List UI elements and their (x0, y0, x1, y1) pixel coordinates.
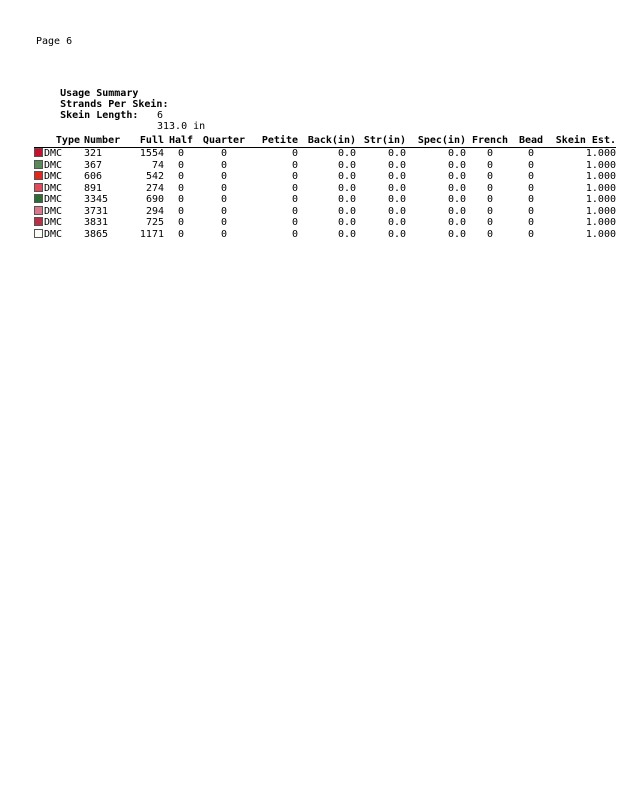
type-text: DMC (44, 171, 63, 182)
color-swatch (34, 183, 43, 192)
cell-number: 891 (84, 182, 103, 194)
cell-skein: 1.000 (585, 194, 616, 205)
cell-skein: 1.000 (585, 182, 616, 194)
cell-quarter: 0 (220, 148, 228, 159)
cell-full: 690 (145, 194, 164, 205)
summary-title-row (36, 77, 168, 99)
cell-back: 0.0 (337, 205, 356, 217)
table-row (34, 194, 616, 206)
cell-type (34, 194, 82, 206)
cell-str: 0.0 (387, 205, 406, 217)
cell-full: 725 (145, 217, 164, 228)
cell-str: 0.0 (387, 159, 406, 171)
cell-skein: 1.000 (585, 159, 616, 171)
cell-petite: 0 (291, 194, 298, 205)
cell-full: 274 (145, 182, 164, 194)
cell-number: 3831 (84, 217, 109, 228)
cell-skein: 1.000 (585, 228, 616, 240)
cell-back: 0.0 (337, 217, 356, 228)
cell-spec: 0.0 (447, 148, 466, 159)
cell-bead: 0 (527, 148, 535, 159)
cell-spec: 0.0 (447, 182, 466, 194)
cell-full: 74 (151, 159, 164, 171)
cell-bead: 0 (527, 159, 535, 171)
cell-str: 0.0 (387, 148, 406, 159)
usage-table (34, 135, 616, 240)
cell-type (34, 206, 82, 218)
cell-number: 606 (84, 171, 103, 182)
cell-half: 0 (177, 205, 185, 217)
cell-bead: 0 (527, 182, 535, 194)
type-text: DMC (44, 182, 63, 194)
cell-spec: 0.0 (447, 205, 466, 217)
cell-type (34, 148, 82, 160)
cell-type (34, 160, 82, 172)
cell-spec: 0.0 (447, 217, 466, 228)
cell-spec: 0.0 (447, 194, 466, 205)
cell-bead: 0 (527, 217, 535, 228)
cell-str: 0.0 (387, 171, 406, 182)
cell-str: 0.0 (387, 217, 406, 228)
cell-bead: 0 (527, 194, 535, 205)
color-swatch (34, 148, 43, 157)
cell-half: 0 (177, 182, 185, 194)
cell-petite: 0 (291, 148, 298, 159)
cell-skein: 1.000 (585, 171, 616, 182)
table-row (34, 206, 616, 218)
cell-petite: 0 (291, 171, 298, 182)
cell-back: 0.0 (337, 171, 356, 182)
cell-full: 294 (145, 205, 164, 217)
cell-quarter: 0 (220, 194, 228, 205)
cell-half: 0 (177, 171, 185, 182)
cell-number: 321 (84, 148, 103, 159)
cell-skein: 1.000 (585, 217, 616, 228)
strands-label: Strands Per Skein: (60, 99, 169, 110)
table-row (34, 217, 616, 229)
cell-bead: 0 (527, 228, 535, 240)
cell-number: 367 (84, 159, 103, 171)
type-text: DMC (44, 148, 63, 159)
cell-number: 3731 (84, 205, 109, 217)
cell-french: 0 (486, 182, 494, 194)
cell-half: 0 (177, 148, 185, 159)
cell-back: 0.0 (337, 182, 356, 194)
cell-type (34, 217, 82, 229)
cell-quarter: 0 (220, 205, 228, 217)
cell-full: 1171 (139, 228, 164, 240)
color-swatch (34, 206, 43, 215)
cell-spec: 0.0 (447, 228, 466, 240)
cell-petite: 0 (291, 182, 298, 194)
cell-type (34, 229, 82, 241)
cell-spec: 0.0 (447, 159, 466, 171)
cell-str: 0.0 (387, 182, 406, 194)
header-quarter: Quarter (198, 135, 250, 148)
cell-half: 0 (177, 194, 185, 205)
cell-half: 0 (177, 228, 185, 240)
color-swatch (34, 160, 43, 169)
cell-french: 0 (486, 148, 494, 159)
length-label: Skein Length: (60, 110, 139, 121)
header-half: Half (164, 135, 198, 148)
type-text: DMC (44, 217, 63, 228)
page-label: Page 6 (36, 36, 73, 47)
length-value: 313.0 in (157, 121, 206, 132)
header-petite: Petite (250, 135, 298, 148)
cell-quarter: 0 (220, 159, 228, 171)
table-row (34, 160, 616, 172)
cell-bead: 0 (527, 171, 535, 182)
color-swatch (34, 217, 43, 226)
cell-number: 3345 (84, 194, 109, 205)
cell-type (34, 171, 82, 183)
cell-skein: 1.000 (585, 205, 616, 217)
cell-french: 0 (486, 205, 494, 217)
cell-quarter: 0 (220, 182, 228, 194)
cell-french: 0 (486, 171, 494, 182)
cell-str: 0.0 (387, 228, 406, 240)
header-number: Number (82, 135, 124, 148)
cell-spec: 0.0 (447, 171, 466, 182)
header-str: Str(in) (356, 135, 406, 148)
cell-french: 0 (486, 194, 494, 205)
header-bead: Bead (514, 135, 548, 148)
header-french: French (466, 135, 514, 148)
type-text: DMC (44, 228, 63, 240)
table-row (34, 171, 616, 183)
header-type: Type (34, 135, 82, 148)
cell-back: 0.0 (337, 148, 356, 159)
table-row (34, 183, 616, 195)
cell-french: 0 (486, 228, 494, 240)
color-swatch (34, 229, 43, 238)
cell-quarter: 0 (220, 228, 228, 240)
cell-half: 0 (177, 159, 185, 171)
header-full: Full (124, 135, 164, 148)
cell-french: 0 (486, 159, 494, 171)
cell-back: 0.0 (337, 159, 356, 171)
summary-title: Usage Summary (60, 88, 139, 99)
cell-back: 0.0 (337, 228, 356, 240)
strands-value: 6 (157, 110, 164, 121)
cell-bead: 0 (527, 205, 535, 217)
table-header-row (34, 135, 616, 148)
cell-full: 1554 (139, 148, 164, 159)
usage-summary (36, 77, 206, 132)
cell-petite: 0 (291, 159, 298, 171)
header-spec: Spec(in) (406, 135, 466, 148)
cell-quarter: 0 (220, 171, 228, 182)
cell-number: 3865 (84, 228, 109, 240)
type-text: DMC (44, 194, 63, 205)
header-skein: Skein Est. (548, 135, 616, 148)
cell-str: 0.0 (387, 194, 406, 205)
cell-petite: 0 (291, 228, 298, 240)
cell-quarter: 0 (220, 217, 228, 228)
color-swatch (34, 194, 43, 203)
table-row (34, 229, 616, 241)
type-text: DMC (44, 159, 63, 171)
cell-petite: 0 (291, 217, 298, 228)
cell-petite: 0 (291, 205, 298, 217)
header-back: Back(in) (298, 135, 356, 148)
cell-type (34, 183, 82, 195)
cell-half: 0 (177, 217, 185, 228)
color-swatch (34, 171, 43, 180)
type-text: DMC (44, 205, 63, 217)
cell-full: 542 (145, 171, 164, 182)
cell-skein: 1.000 (585, 148, 616, 159)
usage-table-body (34, 148, 616, 241)
table-row (34, 148, 616, 160)
cell-back: 0.0 (337, 194, 356, 205)
cell-french: 0 (486, 217, 494, 228)
